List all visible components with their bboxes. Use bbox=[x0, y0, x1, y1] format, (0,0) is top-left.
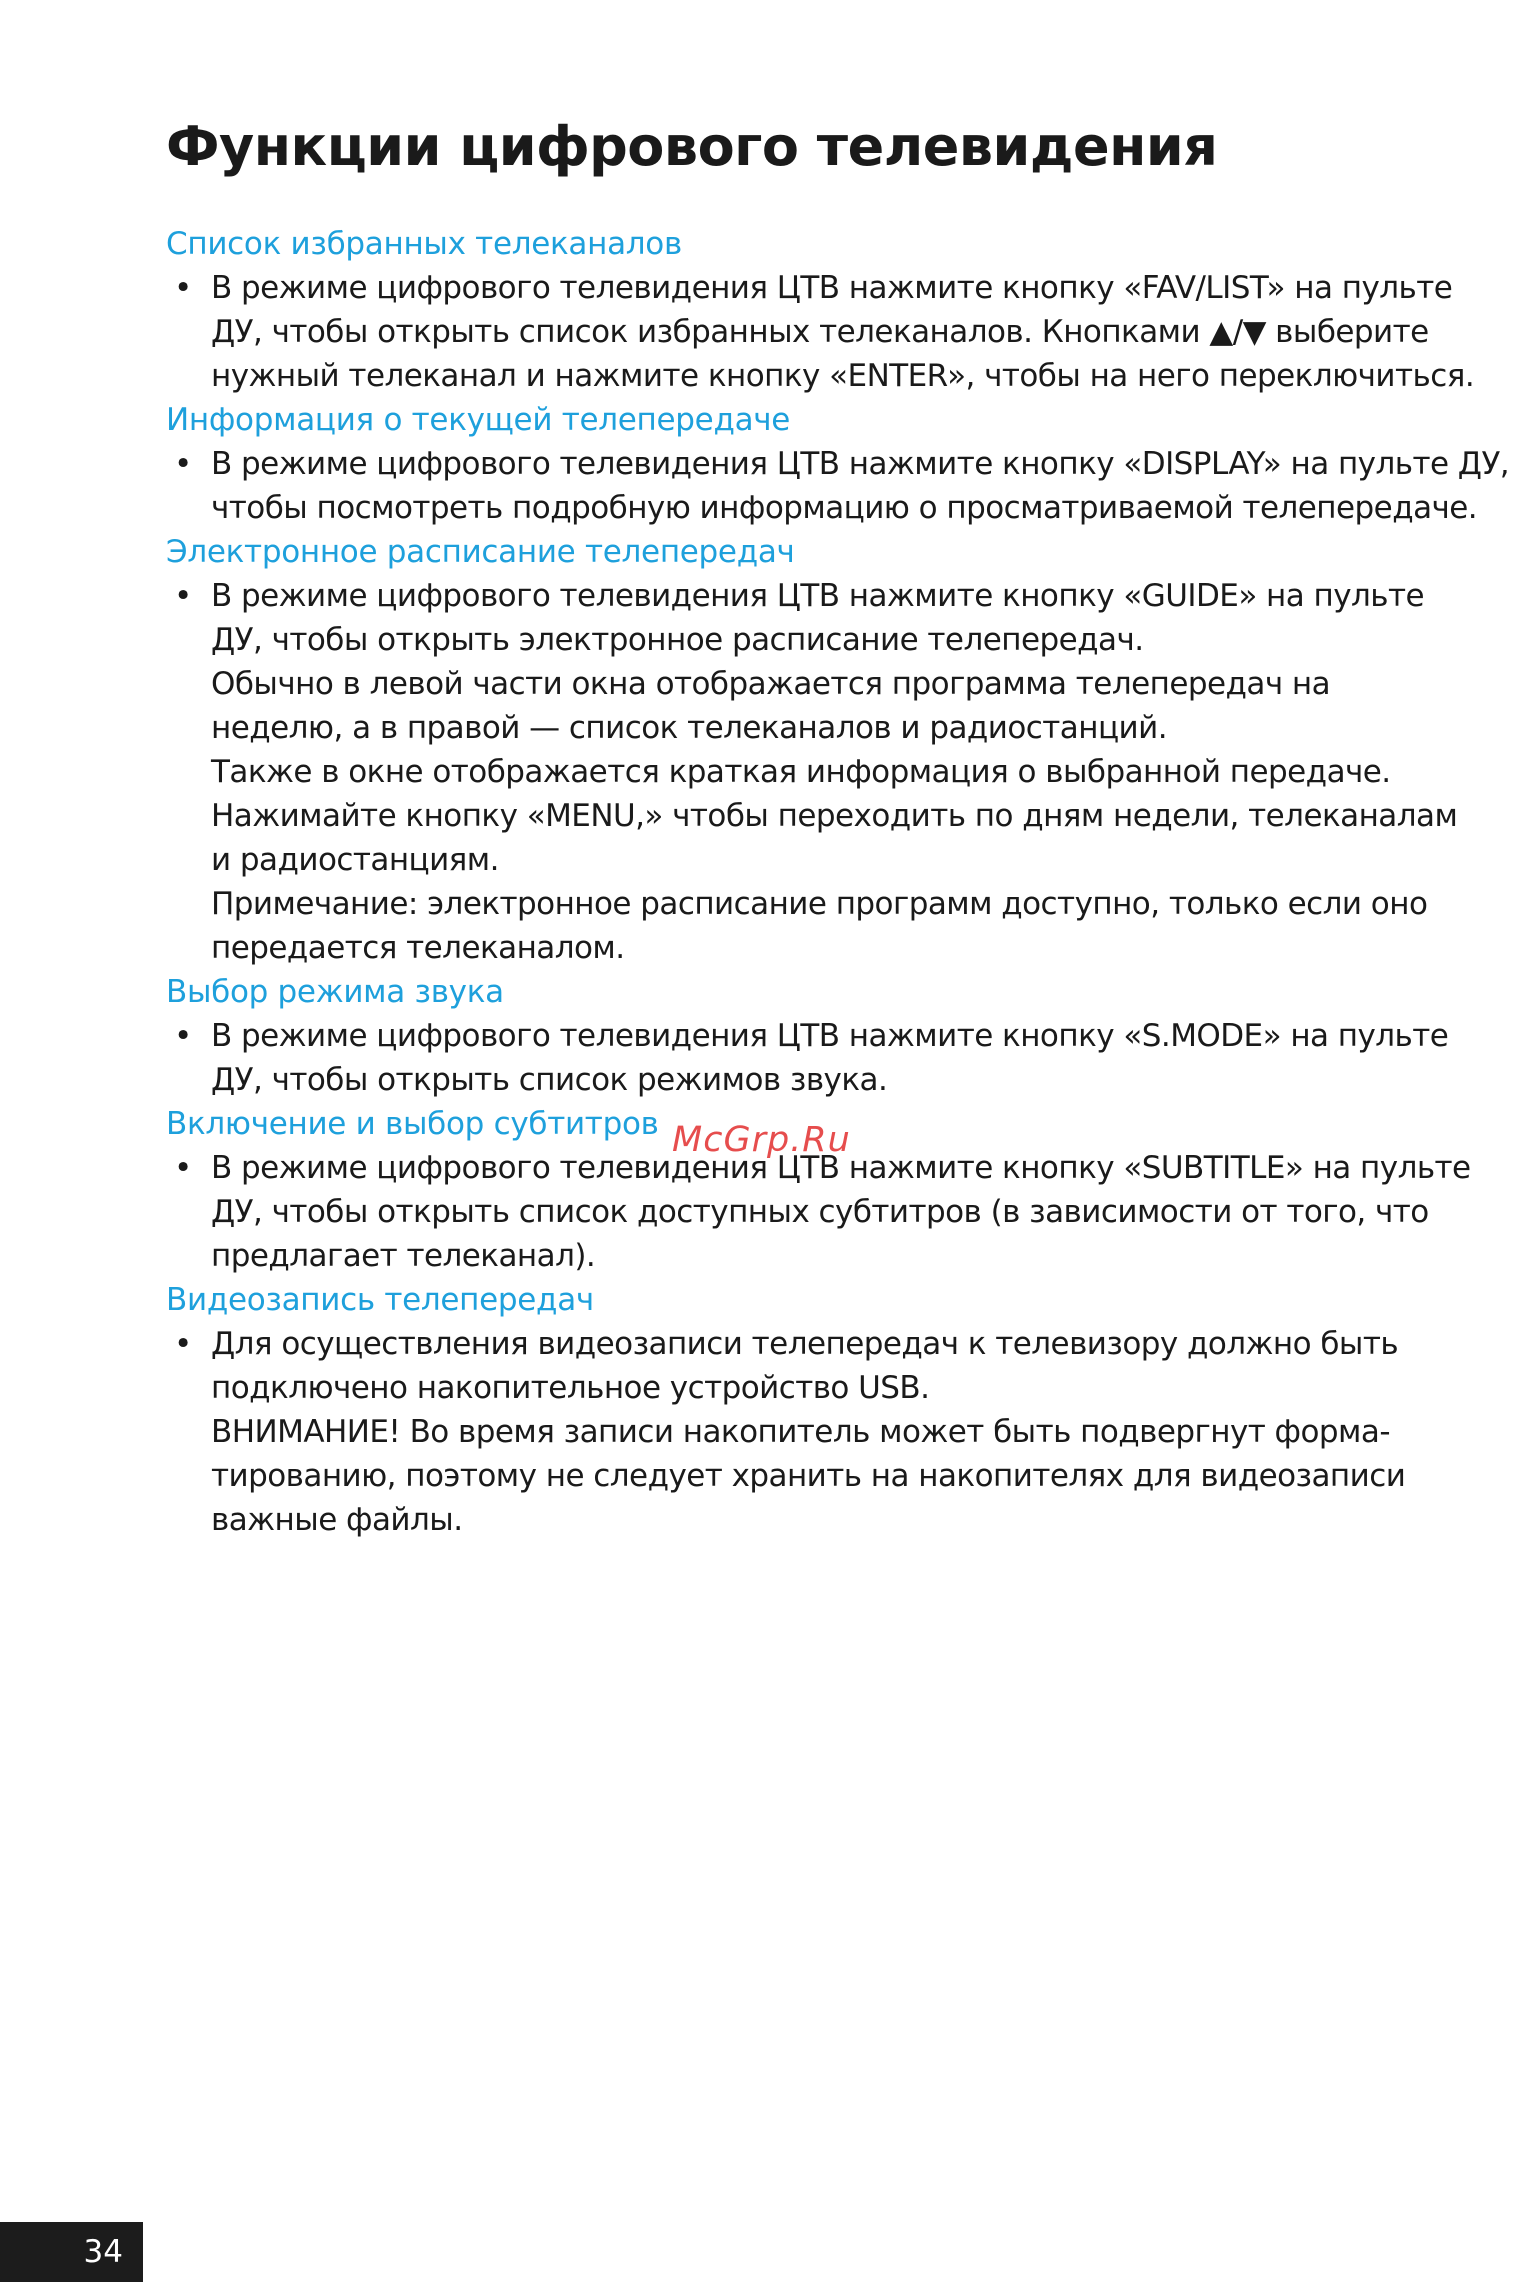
bullet-icon: • bbox=[174, 1150, 193, 1186]
page-number-box bbox=[0, 2222, 143, 2282]
page-title: Функции цифрового телевидения bbox=[166, 115, 1218, 178]
text-line: Примечание: электронное расписание программ доступно, только если оно bbox=[211, 886, 1428, 922]
text-line: ДУ, чтобы открыть список режимов звука. bbox=[211, 1062, 888, 1098]
bullet-block-epg bbox=[166, 574, 1532, 970]
section-heading-favorites: Список избранных телеканалов bbox=[166, 226, 682, 262]
text-line: В режиме цифрового телевидения ЦТВ нажмите кнопку «SUBTITLE» на пульте bbox=[211, 1150, 1471, 1186]
text-line: предлагает телеканал). bbox=[211, 1238, 596, 1274]
text-line: ДУ, чтобы открыть электронное расписание телепередач. bbox=[211, 622, 1144, 658]
text-line: В режиме цифрового телевидения ЦТВ нажмите кнопку «S.MODE» на пульте bbox=[211, 1018, 1449, 1054]
bullet-block-recording bbox=[166, 1322, 1532, 1542]
bullet-block-sound-mode bbox=[166, 1014, 1532, 1102]
text-line: ВНИМАНИЕ! Во время записи накопитель может быть подвергнут форма- bbox=[211, 1414, 1390, 1450]
section-heading-program-info: Информация о текущей телепередаче bbox=[166, 402, 791, 438]
bullet-block-subtitles bbox=[166, 1146, 1532, 1278]
bullet-icon: • bbox=[174, 1326, 193, 1362]
text-line: Нажимайте кнопку «MENU,» чтобы переходить по дням недели, телеканалам bbox=[211, 798, 1458, 834]
watermark: McGrp.Ru bbox=[672, 1120, 851, 1160]
text-line: Также в окне отображается краткая информация о выбранной передаче. bbox=[211, 754, 1391, 790]
text-line: В режиме цифрового телевидения ЦТВ нажмите кнопку «DISPLAY» на пульте ДУ, bbox=[211, 446, 1510, 482]
text-line: Обычно в левой части окна отображается программа телепередач на bbox=[211, 666, 1331, 702]
section-heading-subtitles: Включение и выбор субтитров bbox=[166, 1106, 659, 1142]
text-line: и радиостанциям. bbox=[211, 842, 499, 878]
bullet-block-favorites bbox=[166, 266, 1532, 398]
bullet-icon: • bbox=[174, 270, 193, 306]
content bbox=[166, 222, 1532, 1542]
text-line: подключено накопительное устройство USB. bbox=[211, 1370, 930, 1406]
section-heading-recording: Видеозапись телепередач bbox=[166, 1282, 594, 1318]
text-line: важные файлы. bbox=[211, 1502, 463, 1538]
text-line: Для осуществления видеозаписи телепередач к телевизору должно быть bbox=[211, 1326, 1399, 1362]
text-line: нужный телеканал и нажмите кнопку «ENTER», чтобы на него переключиться. bbox=[211, 358, 1475, 394]
bullet-block-program-info bbox=[166, 442, 1532, 530]
text-line: передается телеканалом. bbox=[211, 930, 625, 966]
text-line: чтобы посмотреть подробную информацию о просматриваемой телепередаче. bbox=[211, 490, 1478, 526]
bullet-icon: • bbox=[174, 446, 193, 482]
text-line: В режиме цифрового телевидения ЦТВ нажмите кнопку «GUIDE» на пульте bbox=[211, 578, 1425, 614]
page-number: 34 bbox=[83, 2234, 123, 2270]
text-line: тированию, поэтому не следует хранить на накопителях для видеозаписи bbox=[211, 1458, 1406, 1494]
bullet-icon: • bbox=[174, 1018, 193, 1054]
text-line: В режиме цифрового телевидения ЦТВ нажмите кнопку «FAV/LIST» на пульте bbox=[211, 270, 1453, 306]
bullet-icon: • bbox=[174, 578, 193, 614]
text-line: ДУ, чтобы открыть список доступных субтитров (в зависимости от того, что bbox=[211, 1194, 1429, 1230]
section-heading-sound-mode: Выбор режима звука bbox=[166, 974, 504, 1010]
text-line: ДУ, чтобы открыть список избранных телеканалов. Кнопками ▲/▼ выберите bbox=[211, 314, 1429, 350]
section-heading-epg: Электронное расписание телепередач bbox=[166, 534, 795, 570]
text-line: неделю, а в правой — список телеканалов и радиостанций. bbox=[211, 710, 1168, 746]
